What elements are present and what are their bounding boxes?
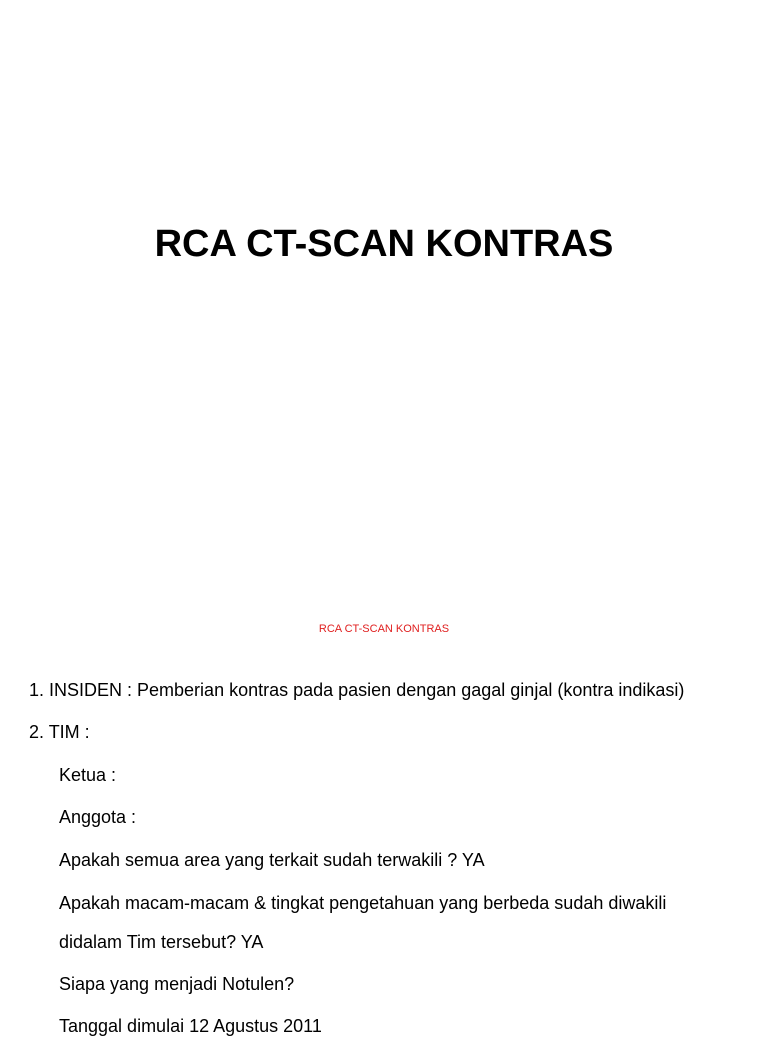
start-date-line: Tanggal dimulai 12 Agustus 2011: [59, 1016, 322, 1036]
question-area-line: Apakah semua area yang terkait sudah terwakili ? YA: [59, 850, 485, 870]
question-knowledge-line: Apakah macam-macam & tingkat pengetahuan yang berbeda sudah diwakili: [59, 893, 667, 913]
question-knowledge-continuation: didalam Tim tersebut? YA: [59, 932, 264, 952]
notulen-line: Siapa yang menjadi Notulen?: [59, 974, 295, 994]
slide-header: RCA CT-SCAN KONTRAS: [318, 623, 450, 635]
insiden-line: 1. INSIDEN : Pemberian kontras pada pasien dengan gagal ginjal (kontra indikasi): [29, 680, 685, 700]
tim-line: 2. TIM :: [29, 722, 90, 742]
anggota-line: Anggota :: [59, 807, 137, 827]
slide-title: RCA CT-SCAN KONTRAS: [154, 223, 614, 265]
ketua-line: Ketua :: [59, 765, 117, 785]
